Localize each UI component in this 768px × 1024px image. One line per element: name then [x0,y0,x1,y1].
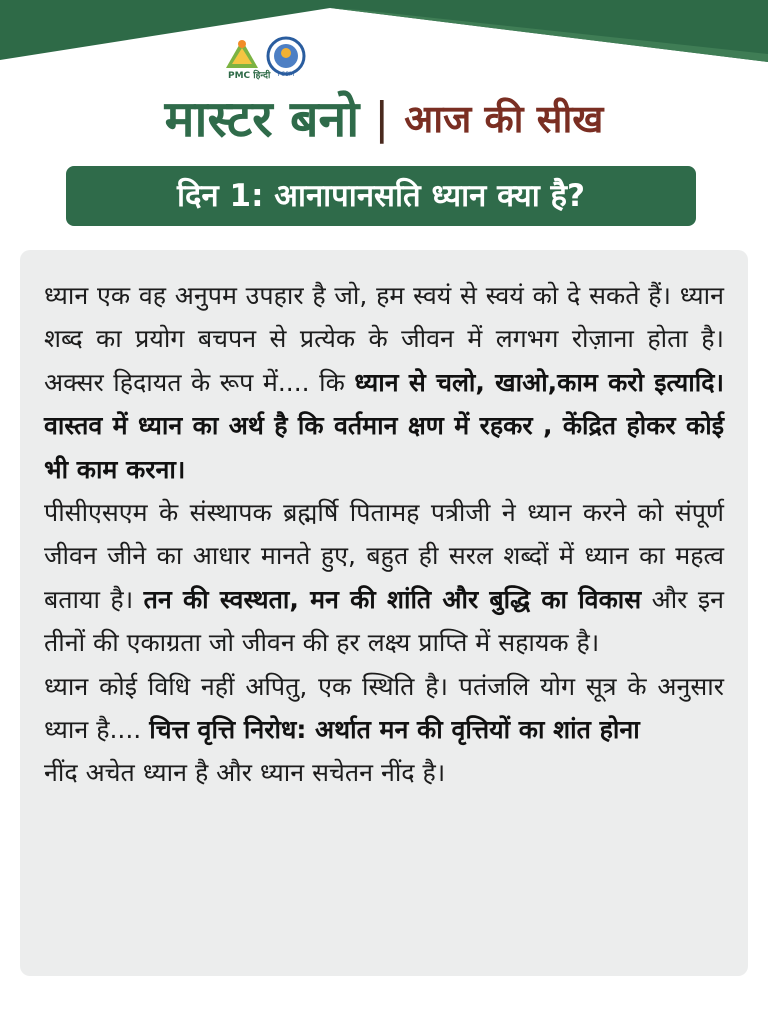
page-title-row [0,84,768,154]
emphasis-text: चित्त वृत्ति निरोध: अर्थात मन की वृत्तियों का शांत होना [149,715,640,745]
logo-text: PMC हिन्दी [228,71,271,80]
title-separator: | [374,93,390,144]
paragraph-3 [44,665,724,752]
page-title: मास्टर बनो [164,90,360,148]
paragraph-4 [44,751,724,794]
page-subtitle: आज की सीख [404,97,604,141]
paragraph-2 [44,491,724,665]
header-background-shape [0,0,768,80]
day-banner: दिन 1: आनापानसति ध्यान क्या है? [66,166,696,226]
emphasis-text: तन की स्वस्थता, मन की शांति और बुद्धि का विकास [143,584,642,614]
logo-group [222,34,314,80]
body-text: नींद अचेत ध्यान है और ध्यान सचेतन नींद है। [44,758,446,788]
body-text: पीसीएसएम के संस्थापक ब्रह्मर्षि पितामह पत्रीजी ने ध्यान करने को संपूर्ण जीवन जीने का आधार मानते हुए, बहुत ही सरल शब्दों में ध्यान का महत्व बताया है। [44,498,724,614]
paragraph-1 [44,274,724,491]
body-text: ध्यान एक वह अनुपम उपहार है जो, हम स्वयं से स्वयं को दे सकते हैं। ध्यान शब्द का प्रयोग बचपन से प्रत्येक के जीवन में लगभग रोज़ाना होता है। अक्सर हिदायत के रूप में.... कि [44,281,724,397]
emphasis-text: ध्यान से चलो, खाओ,काम करो इत्यादि। वास्तव में ध्यान का अर्थ है कि वर्तमान क्षण में रहकर , केंद्रित होकर कोई भी काम करना। [44,367,725,484]
content-card [20,250,748,976]
body-text: और इन तीनों की एकाग्रता जो जीवन की हर लक्ष्य प्राप्ति में सहायक है। [44,584,724,658]
body-text: ध्यान कोई विधि नहीं अपितु, एक स्थिति है। पतंजलि योग सूत्र के अनुसार ध्यान है.... [44,671,724,745]
pmc-logo-icon [222,34,314,80]
svg-text:PSSM: PSSM [277,71,295,78]
